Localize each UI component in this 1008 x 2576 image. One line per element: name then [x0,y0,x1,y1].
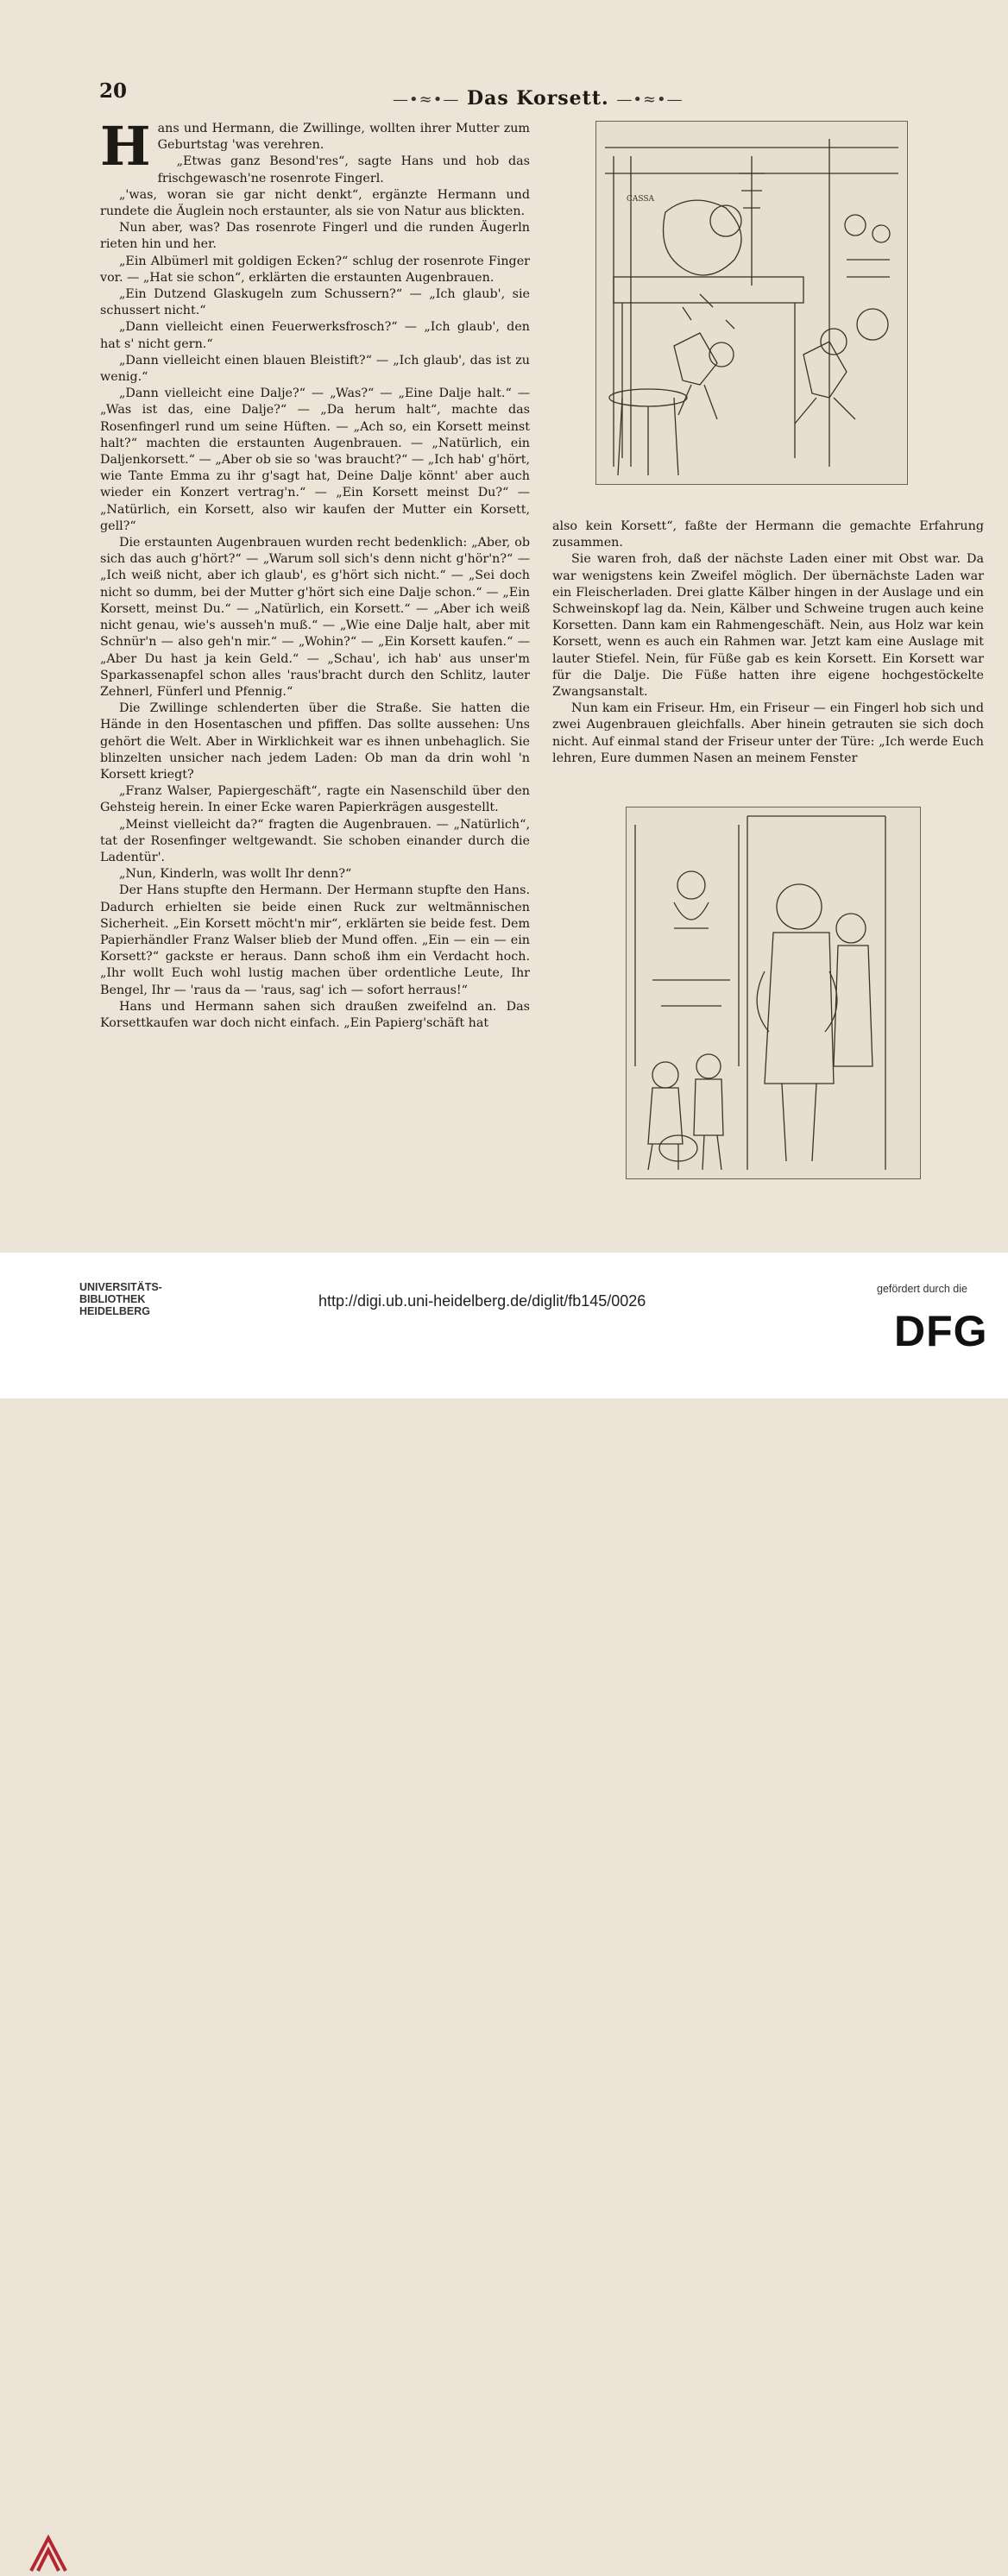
source-url-link[interactable]: http://digi.ub.uni-heidelberg.de/diglit/fb145/0026 [318,1292,646,1310]
right-column [552,518,984,767]
left-column [100,115,530,1032]
shop-chase-drawing [596,122,907,484]
paragraph: Hans und Hermann sahen sich draußen zweifelnd an. Das Korsettkaufen war doch nicht einfach. „Ein Papierg'schäft hat [100,999,530,1030]
first-paragraph: Hans und Hermann, die Zwillinge, wollten ihrer Mutter zum Geburtstag 'was verehren. [100,115,530,178]
illustration-barber-door [626,807,921,1179]
paragraph: Die Zwillinge schlenderten über die Straße. Sie hatten die Hände in den Hosentaschen und pfiffen. Das sollte aussehen: Uns gehört die Welt. Aber in Wirklichkeit war es ihnen unbehaglich. Sie blinzelten unsicher nach jedem Laden: Ob man da drin wohl 'n Korsett kriegt? [100,701,530,782]
paragraph: Sie waren froh, daß der nächste Laden einer mit Obst war. Da war wenigstens kein Zweifel möglich. Der übernächste Laden war ein Fleischerladen. Drei glatte Kälber hingen in der Auslage und ein Schweinskopf lag da. Nein, Kälber und Schweine trugen auch keine Korsetten. Dann kam ein Rahmengeschäft. Nein, aus Holz war kein Korsett, wenn es auch ein Rahmen war. Jetzt kam eine Auslage mit lauter Stiefel. Nein, für Füße gab es kein Korsett. Ein Korsett war für die Dalje. Die Füße hatten ihre eigene hochgestöckelte Zwangsanstalt. [552,552,984,700]
paragraph: „Dann vielleicht einen Feuerwerksfrosch?“ — „Ich glaub', den hat s' nicht gern.“ [100,320,530,351]
dfg-logo: DFG [894,1307,988,1355]
book-page [0,0,1008,1253]
illustration-shop-chase [595,121,908,485]
paragraph: Nun aber, was? Das rosenrote Fingerl und die runden Äugerln rieten hin und her. [100,221,530,252]
cassa-sign: CASSA [627,195,655,204]
paragraph: „'was, woran sie gar nicht denkt“, ergänzte Hermann und rundete die Äuglein noch erstaunter, als sie von Natur aus blickten. [100,187,530,219]
paragraph: „Ein Dutzend Glaskugeln zum Schussern?“ — „Ich glaub', sie schussert nicht.“ [100,287,530,318]
chapter-title: Das Korsett. [467,87,609,110]
paragraph: „Nun, Kinderln, was wollt Ihr denn?“ [119,867,352,882]
footer-bar [0,1253,1008,1398]
ornament-left-icon: —•≈•— [393,91,460,109]
paragraph: Die erstaunten Augenbrauen wurden recht bedenklich: „Aber, ob sich das auch g'hört?“ — „Warum soll sich's denn nicht g'hör'n?“ — „Ich weiß nicht, aber ich glaub', es g'hört sich nicht.“ — „Sei doch nicht so dumm, bei der Mutter g'hört sich eine Dalje schon.“ — „Ein Korsett, meinst Du.“ — „Natürlich, ein Korsett.“ — „Aber ich weiß nicht genau, wie's ausseh'n muß.“ — „Wie eine Dalje halt, aber mit Schnür'n — also geh'n mir.“ — „Wohin?“ — „Ein Korsett kaufen.“ — „Aber Du hast ja kein Geld.“ — „Schau', ich hab' aus unser'm Sparkassenapfel schon alles 'raus'bracht durch den Schlitz, lauter Zehnerl, Fünferl und Pfennig.“ [100,536,530,699]
paragraph: Nun kam ein Friseur. Hm, ein Friseur — ein Fingerl hob sich und zwei Augenbrauen gleichfalls. Aber hinein getrauten sie sich doch nicht. Auf einmal stand der Friseur unter der Türe: „Ich werde Euch lehren, Eure dummen Nasen an meinem Fenster [552,701,984,765]
library-name: UNIVERSITÄTS- BIBLIOTHEK HEIDELBERG [79,1281,162,1317]
paragraph: „Dann vielleicht eine Dalje?“ — „Was?“ — „Eine Dalje halt.“ — „Was ist das, eine Dalje?“ — „Da herum halt“, machte das Rosenfingerl rund um seine Hüften. — „Ach so, ein Korsett meinst halt?“ machten die erstaunten Augenbrauen. — „Natürlich, ein Daljenkorsett.“ — „Aber ob sie so 'was braucht?“ — „Ich hab' g'hört, wie Tante Emma zu ihr g'sagt hat, Deine Dalje könnt' aber auch wieder ein Konzert vertrag'n.“ — „Ein Korsett meinst Du?“ — „Natürlich, ein Korsett, also wir kaufen der Mutter ein Korsett, gell?“ [100,386,530,533]
paragraph: „Franz Walser, Papiergeschäft“, ragte ein Nasenschild über den Gehsteig herein. In einer Ecke waren Papierkrägen ausgestellt. [100,784,530,815]
paragraph: „Meinst vielleicht da?“ fragten die Augenbrauen. — „Natürlich“, tat der Rosenfinger weltgewandt. Sie schoben einander durch die Ladentür'. [100,817,530,864]
running-title [393,87,684,110]
paragraph: „Ein Albümerl mit goldigen Ecken?“ schlug der rosenrote Finger vor. — „Hat sie schon“, erklärten die erstaunten Augenbrauen. [100,254,530,285]
funded-by-label: gefördert durch die [877,1283,967,1295]
barber-door-drawing [627,807,920,1178]
paragraph: „Etwas ganz Besond'res“, sagte Hans und hob das frischgewasch'ne rosenrote Fingerl. [157,154,530,185]
paragraph: „Dann vielleicht einen blauen Bleistift?“ — „Ich glaub', das ist zu wenig.“ [100,353,530,385]
dropcap: H [100,115,151,178]
university-logo-icon [26,2531,71,2576]
ornament-right-icon: —•≈•— [616,91,684,109]
paragraph: also kein Korsett“, faßte der Hermann die gemachte Erfahrung zusammen. [552,519,984,550]
page-number: 20 [99,79,128,103]
paragraph: Der Hans stupfte den Hermann. Der Hermann stupfte den Hans. Dadurch erhielten sie beide einen Ruck zur weltmännischen Sicherheit. „Ein Korsett möcht'n mir“, erklärten sie beide fest. Dem Papierhändler Franz Walser blieb der Mund offen. „Ein — ein — ein Korsett?“ gackste er heraus. Dann schoß ihm ein Verdacht hoch. „Ihr wollt Euch wohl lustig machen über ordentliche Leute, Ihr Bengel, Ihr — 'raus da — 'raus, sag' ich — sofort herraus!“ [100,883,530,997]
